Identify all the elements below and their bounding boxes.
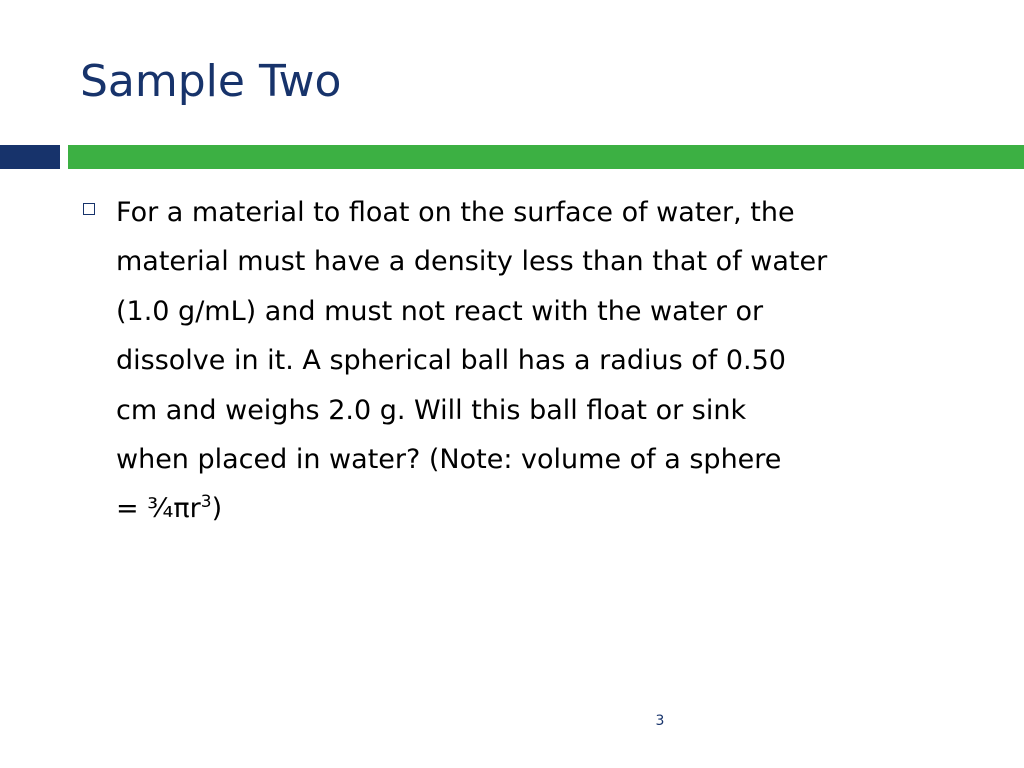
page-number: 3	[655, 713, 665, 729]
bullet-body-text: For a material to float on the surface of water, the material must have a density less than that of water (1.0 g/mL) and must not react with the water or dissolve in it. A spherical ball has a radius of 0.50 cm and weighs 2.0 g. Will this ball float or sink when placed in water? (Note: volume of a sphere = ¾πr	[116, 197, 828, 525]
bullet-closing-paren: )	[211, 493, 223, 525]
title-underline-blue-bar	[0, 145, 60, 169]
bullet-superscript: 3	[200, 492, 212, 513]
bullet-item	[80, 188, 1000, 548]
slide-title: Sample Two	[80, 56, 342, 107]
bullet-text	[116, 188, 966, 534]
title-underline-green-bar	[68, 145, 1024, 169]
hollow-square-bullet-icon	[83, 203, 95, 215]
